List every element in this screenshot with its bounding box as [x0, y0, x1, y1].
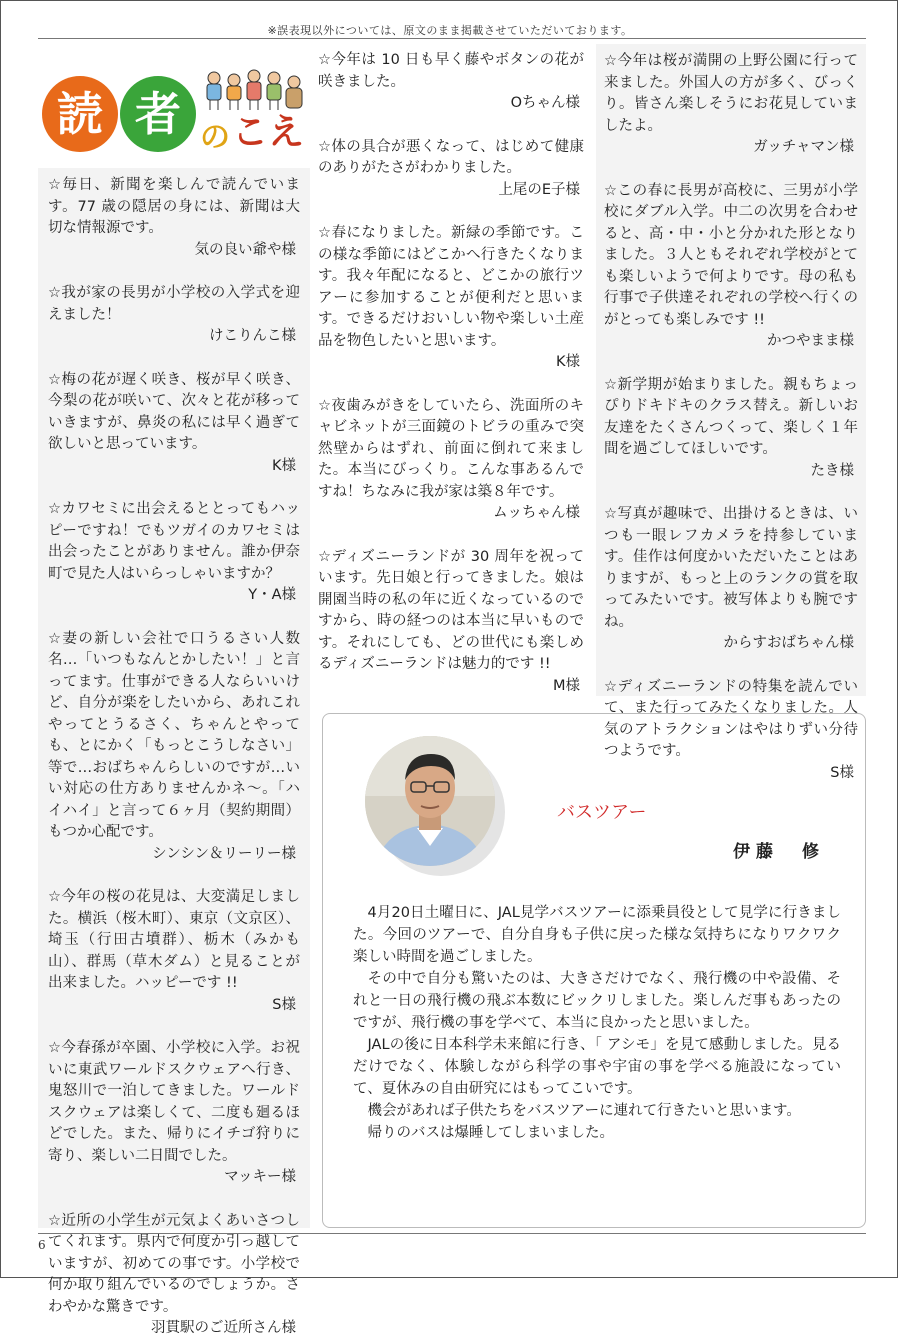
letter-signature: けこりんこ様 [209, 328, 296, 344]
portrait-photo [365, 736, 495, 866]
letter-text: ☆春になりました。新緑の季節です。この様な季節にはどこかへ行きたくなります。我々年配になると、どこかの旅行ツアーに参加することが便利だと思います。できるだけおいしい物や楽しい土産品を物色したいと思います。 [318, 225, 584, 349]
letter-text: ☆この春に長男が高校に、三男が小学校にダブル入学。中二の次男を合わせると、高・中・小と分かれた形となりました。３人ともそれぞれ学校がとても楽しいようで何よりです。母の私も行事で子供達それぞれの学校へ行くのがとっても楽しみです !! [604, 182, 858, 328]
essay-paragraph: その中で自分も驚いたのは、大きさだけでなく、飛行機の中や設備、それと一日の飛行機の飛ぶ本数にビックリしました。楽しんだ事もあったのですが、飛行機の事を学べて、本当に良かったと思いました。 [353, 971, 841, 1031]
letter-signature: K様 [271, 457, 296, 474]
essay-paragraph: 4月20日土曜日に、JAL見学バスツアーに添乗員役として見学に行きました。今回のツアーで、自分自身も子供に戻った様な気持ちになりワクワク楽しい時間を過ごしました。 [353, 905, 841, 965]
reader-letter [604, 181, 858, 353]
letter-text: ☆今年は桜が満開の上野公園に行って来ました。外国人の方が多く、びっくり。皆さん楽しそうにお花見していましたよ。 [604, 53, 858, 134]
essay-paragraph: JALの後に日本科学未来館に行き、「 アシモ」を見て感動しました。見るだけでなく、体験しながら科学の事や宇宙の事を学べる施設になっていて、夏休みの自由研究にはもってこいです。 [353, 1037, 841, 1097]
letter-text: ☆体の具合が悪くなって、はじめて健康のありがたさがわかりました。 [318, 138, 584, 176]
letter-signature: Oちゃん様 [510, 95, 580, 111]
essay-body [353, 902, 841, 1144]
reader-letter [48, 499, 300, 607]
reader-letter [318, 547, 584, 698]
letter-text: ☆新学期が始まりました。親もちょっぴりドキドキのクラス替え。新しいお友達をたくさんつくって、楽しく１年間を過ごしてほしいです。 [604, 376, 858, 457]
letter-text: ☆カワセミに出会えるととってもハッピーですね！でもツガイのカワセミは出会ったことがありません。誰か伊奈町で見た人はいらっしゃいますか？ [48, 501, 300, 582]
letter-text: ☆今年は 10 日も早く藤やボタンの花が咲きました。 [318, 52, 584, 90]
letter-signature: S様 [830, 764, 854, 781]
letter-signature: K様 [555, 354, 580, 370]
page-number: 6 [38, 1238, 46, 1252]
letter-signature: M様 [552, 677, 580, 694]
letter-text: ☆今年の桜の花見は、大変満足しました。横浜（桜木町）、東京（文京区）、埼玉（行田古墳群）、栃木（みかも山）、群馬（草木ダム）と見ることが出来ました。ハッピーです !! [48, 889, 300, 991]
reader-letter [48, 1038, 300, 1189]
letter-signature: かつやまま様 [767, 333, 854, 349]
letter-text: ☆写真が趣味で、出掛けるときは、いつも一眼レフカメラを持参しています。佳作は何度かいただいたことはありますが、もっと上のランクの賞を取ってみたいです。被写体よりも腕ですね。 [604, 506, 858, 630]
letter-text: ☆ディズニーランドが 30 周年を祝っています。先日娘と行ってきました。娘は開園当時の私の年に近くなっているのですから、時の経つのは本当に早いものです。それにしても、どの世代にも楽しめるディズニーランドは魅力的です !! [318, 548, 584, 672]
reader-letter [604, 375, 858, 483]
person-portrait-icon [365, 736, 495, 866]
reader-letter [48, 175, 300, 261]
letters-column-3 [596, 44, 866, 781]
letters-column-2 [318, 50, 584, 719]
letter-signature: シンシン＆リーリー様 [152, 845, 296, 862]
reader-letter [318, 396, 584, 525]
letter-signature: 羽貫駅のご近所さん様 [151, 1320, 296, 1336]
letter-signature: 上尾のE子様 [498, 181, 580, 198]
reader-letter [318, 223, 584, 374]
reader-letter [48, 887, 300, 1016]
reader-letter [318, 137, 584, 202]
essay-paragraph: 帰りのバスは爆睡してしまいました。 [367, 1125, 614, 1141]
letters-column-1 [38, 168, 310, 1336]
reader-letter [604, 51, 858, 159]
logo-char-2: 者 [120, 76, 196, 152]
reader-letter [48, 283, 300, 348]
letter-text: ☆妻の新しい会社で口うるさい人数名…「いつもなんとかしたい！」と言ってます。仕事ができる人ならいいけど、自分が楽をしたいから、あれこれやってとうるさく、ちゃんとやっても、とにかく「もっとこうしなさい」等で…おばちゃんらしいのですが…いい対応の仕方ありませんかネ〜。「ハイハイ」と言って６ヶ月（契約期間）もつか心配です。 [48, 630, 300, 840]
letter-text: ☆毎日、新聞を楽しんで読んでいます。77 歳の隠居の身には、新聞は大切な情報源です。 [48, 177, 300, 236]
essay-box [322, 713, 866, 1228]
essay-paragraph: 機会があれば子供たちをバスツアーに連れて行きたいと思います。 [367, 1103, 801, 1119]
readers-voice-logo [42, 68, 306, 168]
logo-koe: こえ [232, 112, 305, 153]
letter-signature: S様 [272, 996, 296, 1013]
reader-letter [48, 629, 300, 866]
letter-signature: 気の良い爺や様 [194, 241, 296, 258]
letter-text: ☆ディズニーランドの特集を読んでいて、また行ってみたくなりました。人気のアトラクションはやはりずい分待つようです。 [604, 678, 858, 759]
reader-letter [604, 504, 858, 655]
author-photo [365, 736, 505, 876]
editorial-note: ※誤表現以外については、原文のまま掲載させていただいております。 [267, 24, 633, 37]
letter-signature: マッキー様 [224, 1169, 296, 1185]
letter-text: ☆近所の小学生が元気よくあいさつしてくれます。県内で何度か引っ越していますが、初めての事です。小学校で何か取り組んでいるのでしょうか。さわやかな驚きです。 [48, 1212, 300, 1315]
reader-letter [318, 50, 584, 115]
reader-letter [48, 1211, 300, 1340]
letter-text: ☆梅の花が遅く咲き、桜が早く咲き、今梨の花が咲いて、次々と花が移っていきますが、鼻炎の私には早く過ぎて欲しいと思っています。 [48, 371, 300, 452]
letter-text: ☆我が家の長男が小学校の入学式を迎えました！ [48, 285, 300, 323]
essay-title: バスツアー [557, 802, 647, 823]
letter-signature: からすおばちゃん様 [723, 635, 854, 651]
logo-char-1: 読 [42, 76, 118, 152]
letter-signature: たき様 [810, 462, 854, 479]
bottom-divider [38, 1233, 866, 1234]
letter-signature: Y・A様 [248, 587, 296, 603]
logo-no: の [200, 120, 230, 155]
reader-letter [48, 370, 300, 478]
letter-signature: ムッちゃん様 [493, 505, 580, 521]
letter-text: ☆今春孫が卒園、小学校に入学。お祝いに東武ワールドスクウェアへ行き、鬼怒川で一泊してきました。ワールドスクウェアは楽しくて、二度も廻るほどでした。また、帰りにイチゴ狩りに寄り、楽しい二日間でした。 [48, 1040, 300, 1164]
letter-signature: ガッチャマン様 [753, 139, 854, 155]
letter-text: ☆夜歯みがきをしていたら、洗面所のキャビネットが三面鏡のトビラの重みで突然壁からはずれ、前面に倒れて来ました。本当にびっくり。こんな事あるんですね！ちなみに我が家は築８年です。 [318, 397, 584, 500]
top-divider [38, 38, 866, 39]
essay-author: 伊藤 修 [733, 842, 825, 862]
